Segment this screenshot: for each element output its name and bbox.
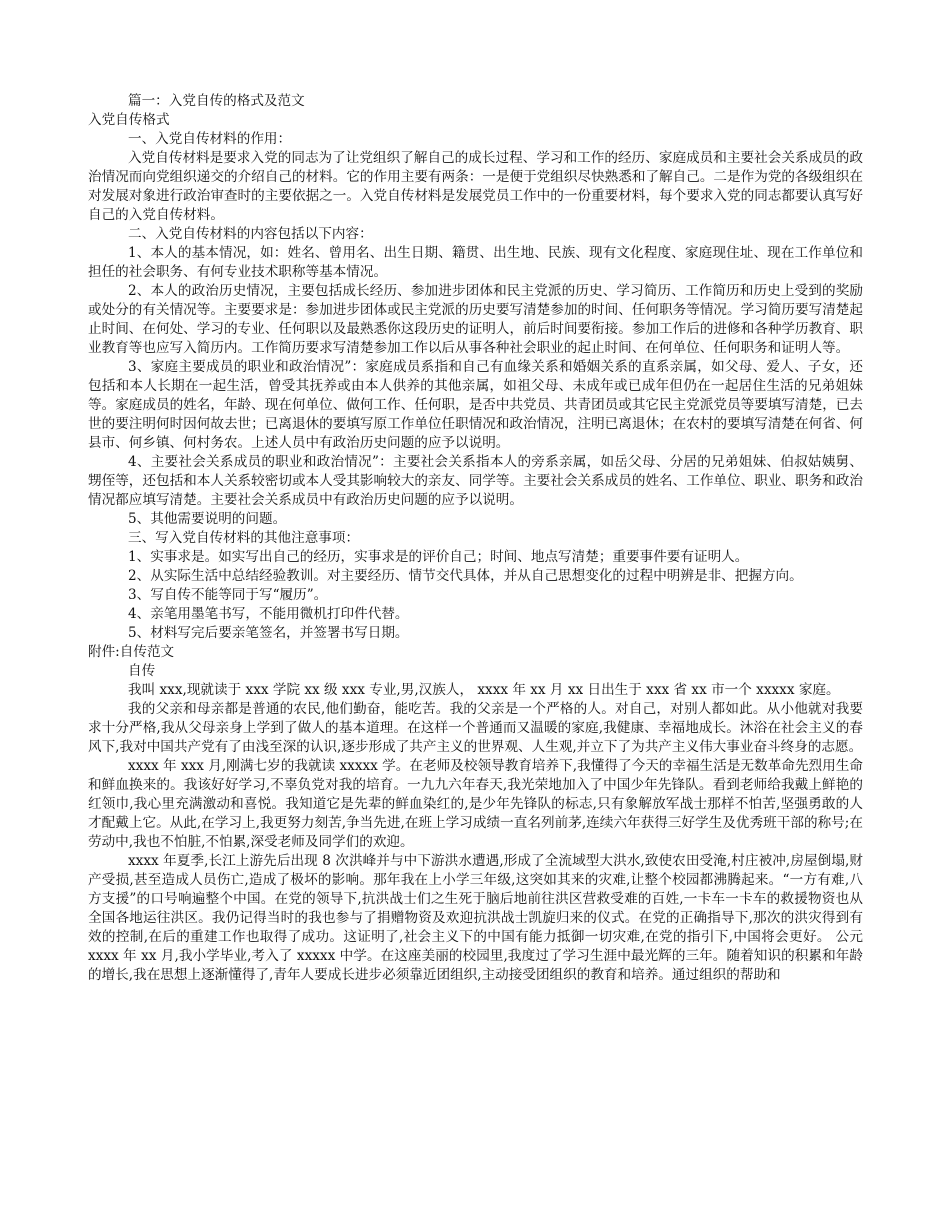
- part3-item: 3、写自传不能等同于写“履历”。: [128, 587, 328, 603]
- document-title: 篇一：入党自传的格式及范文: [128, 93, 305, 109]
- appendix-label: 附件:自传范文: [88, 644, 175, 660]
- sample-paragraph: xxxx 年 xxx 月,刚满七岁的我就读 xxxxx 学。在老师及校领导教育培养下,我懂得了今天的幸福生活是无数革命先烈用生命和鲜血换来的。我该好好学习,不辜负党对我的培育。一九九六年春天,我光荣地加入了中国少年先锋队。看到老师给我戴上鲜艳的红领巾,我心里充满激动和喜悦。我知道它是先辈的鲜血染红的,是少年先锋队的标志,只有象解放军战士那样不怕苦,坚强勇敢的人才配戴上它。从此,在学习上,我更努力刻苦,争当先进,在班上学习成绩一直名列前茅,连续六年获得三好学生及优秀班干部的称号;在劳动中,我也不怕脏,不怕累,深受老师及同学们的欢迎。: [88, 758, 863, 850]
- part2-item: 3、家庭主要成员的职业和政治情况”：家庭成员系指和自己有血缘关系和婚姻关系的直系亲属，如父母、爱人、子女，还包括和本人长期在一起生活，曾受其抚养或由本人供养的其他亲属，如祖父母、未成年或已成年但仍在一起居住生活的兄弟姐妹等。家庭成员的姓名，年龄、现在何单位、做何工作、任何职，是否中共党员、共青团员或其它民主党派党员等要填写清楚，已去世的要注明何时因何故去世；已离退休的要填写原工作单位任职情况和政治情况，注明已离退休；在农村的要填写清楚在何省、何县市、何乡镇、何村务农。上述人员中有政治历史问题的应予以说明。: [88, 359, 863, 451]
- part2-item: 4、主要社会关系成员的职业和政治情况”：主要社会关系指本人的旁系亲属，如岳父母、分居的兄弟姐妹、伯叔姑姨舅、甥侄等，还包括和本人关系较密切或本人受其影响较大的亲友、同学等。主要社会关系成员的姓名、工作单位、职业、职务和政治情况都应填写清楚。主要社会关系成员中有政治历史问题的应予以说明。: [88, 454, 863, 508]
- part1-heading: 一、入党自传材料的作用：: [128, 131, 292, 147]
- section-heading: 入党自传格式: [88, 112, 170, 128]
- part2-item: 5、其他需要说明的问题。: [128, 511, 287, 527]
- part2-item: 2、本人的政治历史情况，主要包括成长经历、参加进步团体和民主党派的历史、学习简历、工作简历和历史上受到的奖励或处分的有关情况等。主要要求是：参加进步团体或民主党派的历史要写清楚参加的时间、任何职务等情况。学习简历要写清楚起止时间、在何处、学习的专业、任何职以及最熟悉你这段历史的证明人，前后时间要衔接。参加工作后的进修和各种学历教育、职业教育等也应写入简历内。工作简历要求写清楚参加工作以后从事各种社会职业的起止时间、在何单位、任何职务和证明人等。: [88, 283, 863, 356]
- sample-paragraph: 我的父亲和母亲都是普通的农民,他们勤奋，能吃苦。我的父亲是一个严格的人。对自己，对别人都如此。从小他就对我要求十分严格,我从父母亲身上学到了做人的基本道理。在这样一个普通而又温暖的家庭,我健康、幸福地成长。沐浴在社会主义的春风下,我对中国共产党有了由浅至深的认识,逐步形成了共产主义的世界观、人生观,并立下了为共产主义伟大事业奋斗终身的志愿。: [88, 701, 863, 755]
- part1-body: 入党自传材料是要求入党的同志为了让党组织了解自己的成长过程、学习和工作的经历、家庭成员和主要社会关系成员的政治情况而向党组织递交的介绍自己的材料。它的作用主要有两条：一是便于党组织尽快熟悉和了解自己。二是作为党的各级组织在对发展对象进行政治审查时的主要依据之一。入党自传材料是发展党员工作中的一份重要材料，每个要求入党的同志都要认真写好自己的入党自传材料。: [88, 150, 863, 223]
- part3-item: 5、材料写完后要亲笔签名，并签署书写日期。: [128, 625, 409, 641]
- part3-heading: 三、写入党自传材料的其他注意事项：: [128, 530, 360, 546]
- part3-item: 1、实事求是。如实写出自己的经历，实事求是的评价自己；时间、地点写清楚；重要事件要有证明人。: [128, 549, 749, 565]
- part3-item: 4、亲笔用墨笔书写，不能用微机打印件代替。: [128, 606, 409, 622]
- part3-item: 2、从实际生活中总结经验教训。对主要经历、情节交代具体，并从自己思想变化的过程中明辨是非、把握方向。: [128, 568, 803, 584]
- sample-paragraph: xxxx 年夏季,长江上游先后出现 8 次洪峰并与中下游洪水遭遇,形成了全流域型大洪水,致使农田受淹,村庄被冲,房屋倒塌,财产受损,甚至造成人员伤亡,造成了极坏的影响。那年我在上小学三年级,这突如其来的灾难,让整个校园都沸腾起来。“一方有难,八方支援”的口号响遍整个中国。在党的领导下,抗洪战士们之生死于脑后地前往洪区营救受难的百姓,一卡车一卡车的救援物资也从全国各地运往洪区。我仍记得当时的我也参与了捐赠物资及欢迎抗洪战士凯旋归来的仪式。在党的正确指导下,那次的洪灾得到有效的控制,在后的重建工作也取得了成功。这证明了,社会主义下的中国有能力抵御一切灾难,在党的指引下,中国将会更好。 公元 xxxx 年 xx 月,我小学毕业,考入了 xxxxx 中学。在这座美丽的校园里,我度过了学习生涯中最光辉的三年。随着知识的积累和年龄的增长,我在思想上逐渐懂得了,青年人要成长进步必须靠近团组织,主动接受团组织的教育和培养。通过组织的帮助和: [88, 853, 863, 983]
- part2-heading: 二、入党自传材料的内容包括以下内容：: [128, 226, 373, 242]
- document-body: [88, 92, 863, 985]
- sample-title: 自传: [128, 663, 156, 679]
- sample-paragraph: 我叫 xxx,现就读于 xxx 学院 xx 级 xxx 专业,男,汉族人， xxxx 年 xx 月 xx 日出生于 xxx 省 xx 市一个 xxxxx 家庭。: [128, 682, 840, 698]
- part2-item: 1、本人的基本情况，如：姓名、曾用名、出生日期、籍贯、出生地、民族、现有文化程度、家庭现住址、现在工作单位和担任的社会职务、有何专业技术职称等基本情况。: [88, 245, 863, 280]
